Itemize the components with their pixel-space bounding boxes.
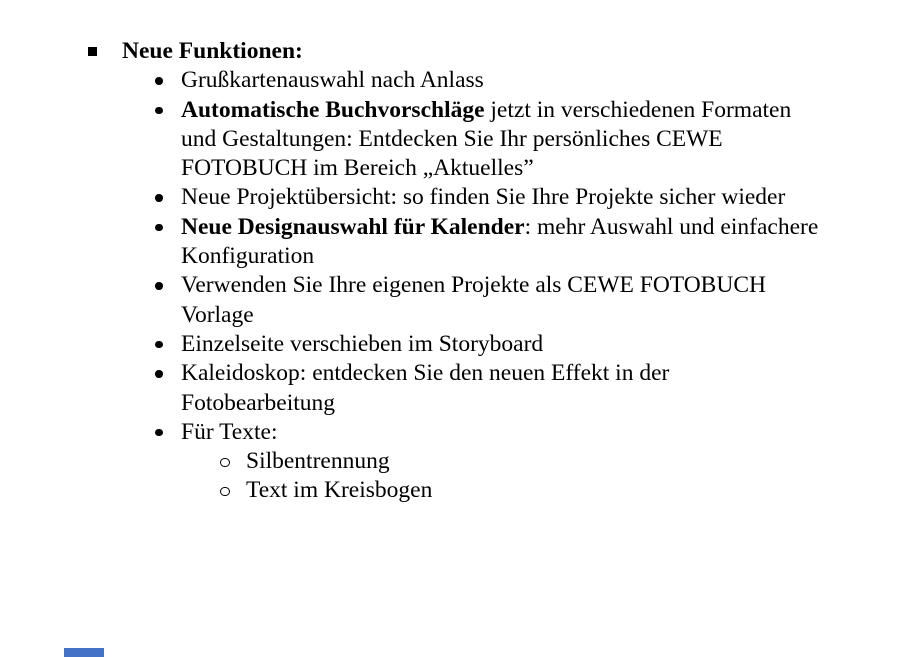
disc-bullet-icon: [155, 429, 163, 437]
text-segment: Kaleidoskop: entdecken Sie den neuen Effekt in der: [181, 360, 670, 387]
list-item: [0, 96, 900, 184]
list-item-text: [181, 213, 900, 272]
list-item: [0, 183, 900, 212]
text-segment: Vorlage: [181, 301, 254, 328]
list-item-text: [181, 96, 900, 184]
list-item: [0, 418, 900, 447]
text-segment: Neue Projektübersicht: so finden Sie Ihre Projekte sicher wieder: [181, 184, 786, 211]
text-segment-bold: Automatische Buchvorschläge: [181, 96, 485, 123]
list-item: [0, 476, 900, 505]
text-segment: Für Texte:: [181, 418, 278, 445]
list-item-text: [181, 183, 900, 212]
list-item: [0, 330, 900, 359]
text-segment: Silbentrennung: [246, 448, 390, 475]
text-segment: Text im Kreisbogen: [246, 477, 433, 504]
list-item-text: [181, 418, 900, 447]
text-segment: Fotobearbeitung: [181, 389, 336, 416]
disc-bullet-icon: [155, 107, 163, 115]
text-segment-bold: Neue Funktionen:: [122, 38, 303, 64]
disc-bullet-icon: [155, 341, 163, 349]
disc-bullet-icon: [155, 77, 163, 85]
release-notes-list: [0, 37, 900, 506]
list-item: [0, 37, 900, 66]
text-segment: : mehr Auswahl und einfachere: [524, 213, 819, 240]
list-item: [0, 213, 900, 272]
list-item-text: [181, 66, 900, 95]
list-item: [0, 66, 900, 95]
circle-bullet-icon: [220, 458, 230, 468]
disc-bullet-icon: [155, 282, 163, 290]
text-segment: Grußkartenauswahl nach Anlass: [181, 67, 484, 94]
text-segment: Verwenden Sie Ihre eigenen Projekte als CEWE FOTOBUCH: [181, 272, 766, 299]
disc-bullet-icon: [155, 194, 163, 202]
disc-bullet-icon: [155, 370, 163, 378]
disc-bullet-icon: [155, 224, 163, 232]
list-item: [0, 447, 900, 476]
text-segment: Konfiguration: [181, 243, 315, 270]
bottom-left-blue-fragment: [64, 648, 104, 657]
list-item-text: [246, 476, 900, 505]
circle-bullet-icon: [220, 487, 230, 497]
text-segment: Einzelseite verschieben im Storyboard: [181, 330, 544, 357]
list-item-text: [246, 447, 900, 476]
list-item: [0, 271, 900, 330]
list-item: [0, 359, 900, 418]
text-segment: jetzt in verschiedenen Formaten: [484, 96, 792, 123]
list-item-text: [122, 37, 900, 66]
text-segment: und Gestaltungen: Entdecken Sie Ihr persönliches CEWE: [181, 125, 723, 152]
square-bullet-icon: [88, 47, 97, 56]
list-item-text: [181, 359, 900, 418]
list-item-text: [181, 330, 900, 359]
text-segment: FOTOBUCH im Bereich „Aktuelles”: [181, 155, 534, 182]
list-item-text: [181, 271, 900, 330]
text-segment-bold: Neue Designauswahl für Kalender: [181, 213, 525, 240]
